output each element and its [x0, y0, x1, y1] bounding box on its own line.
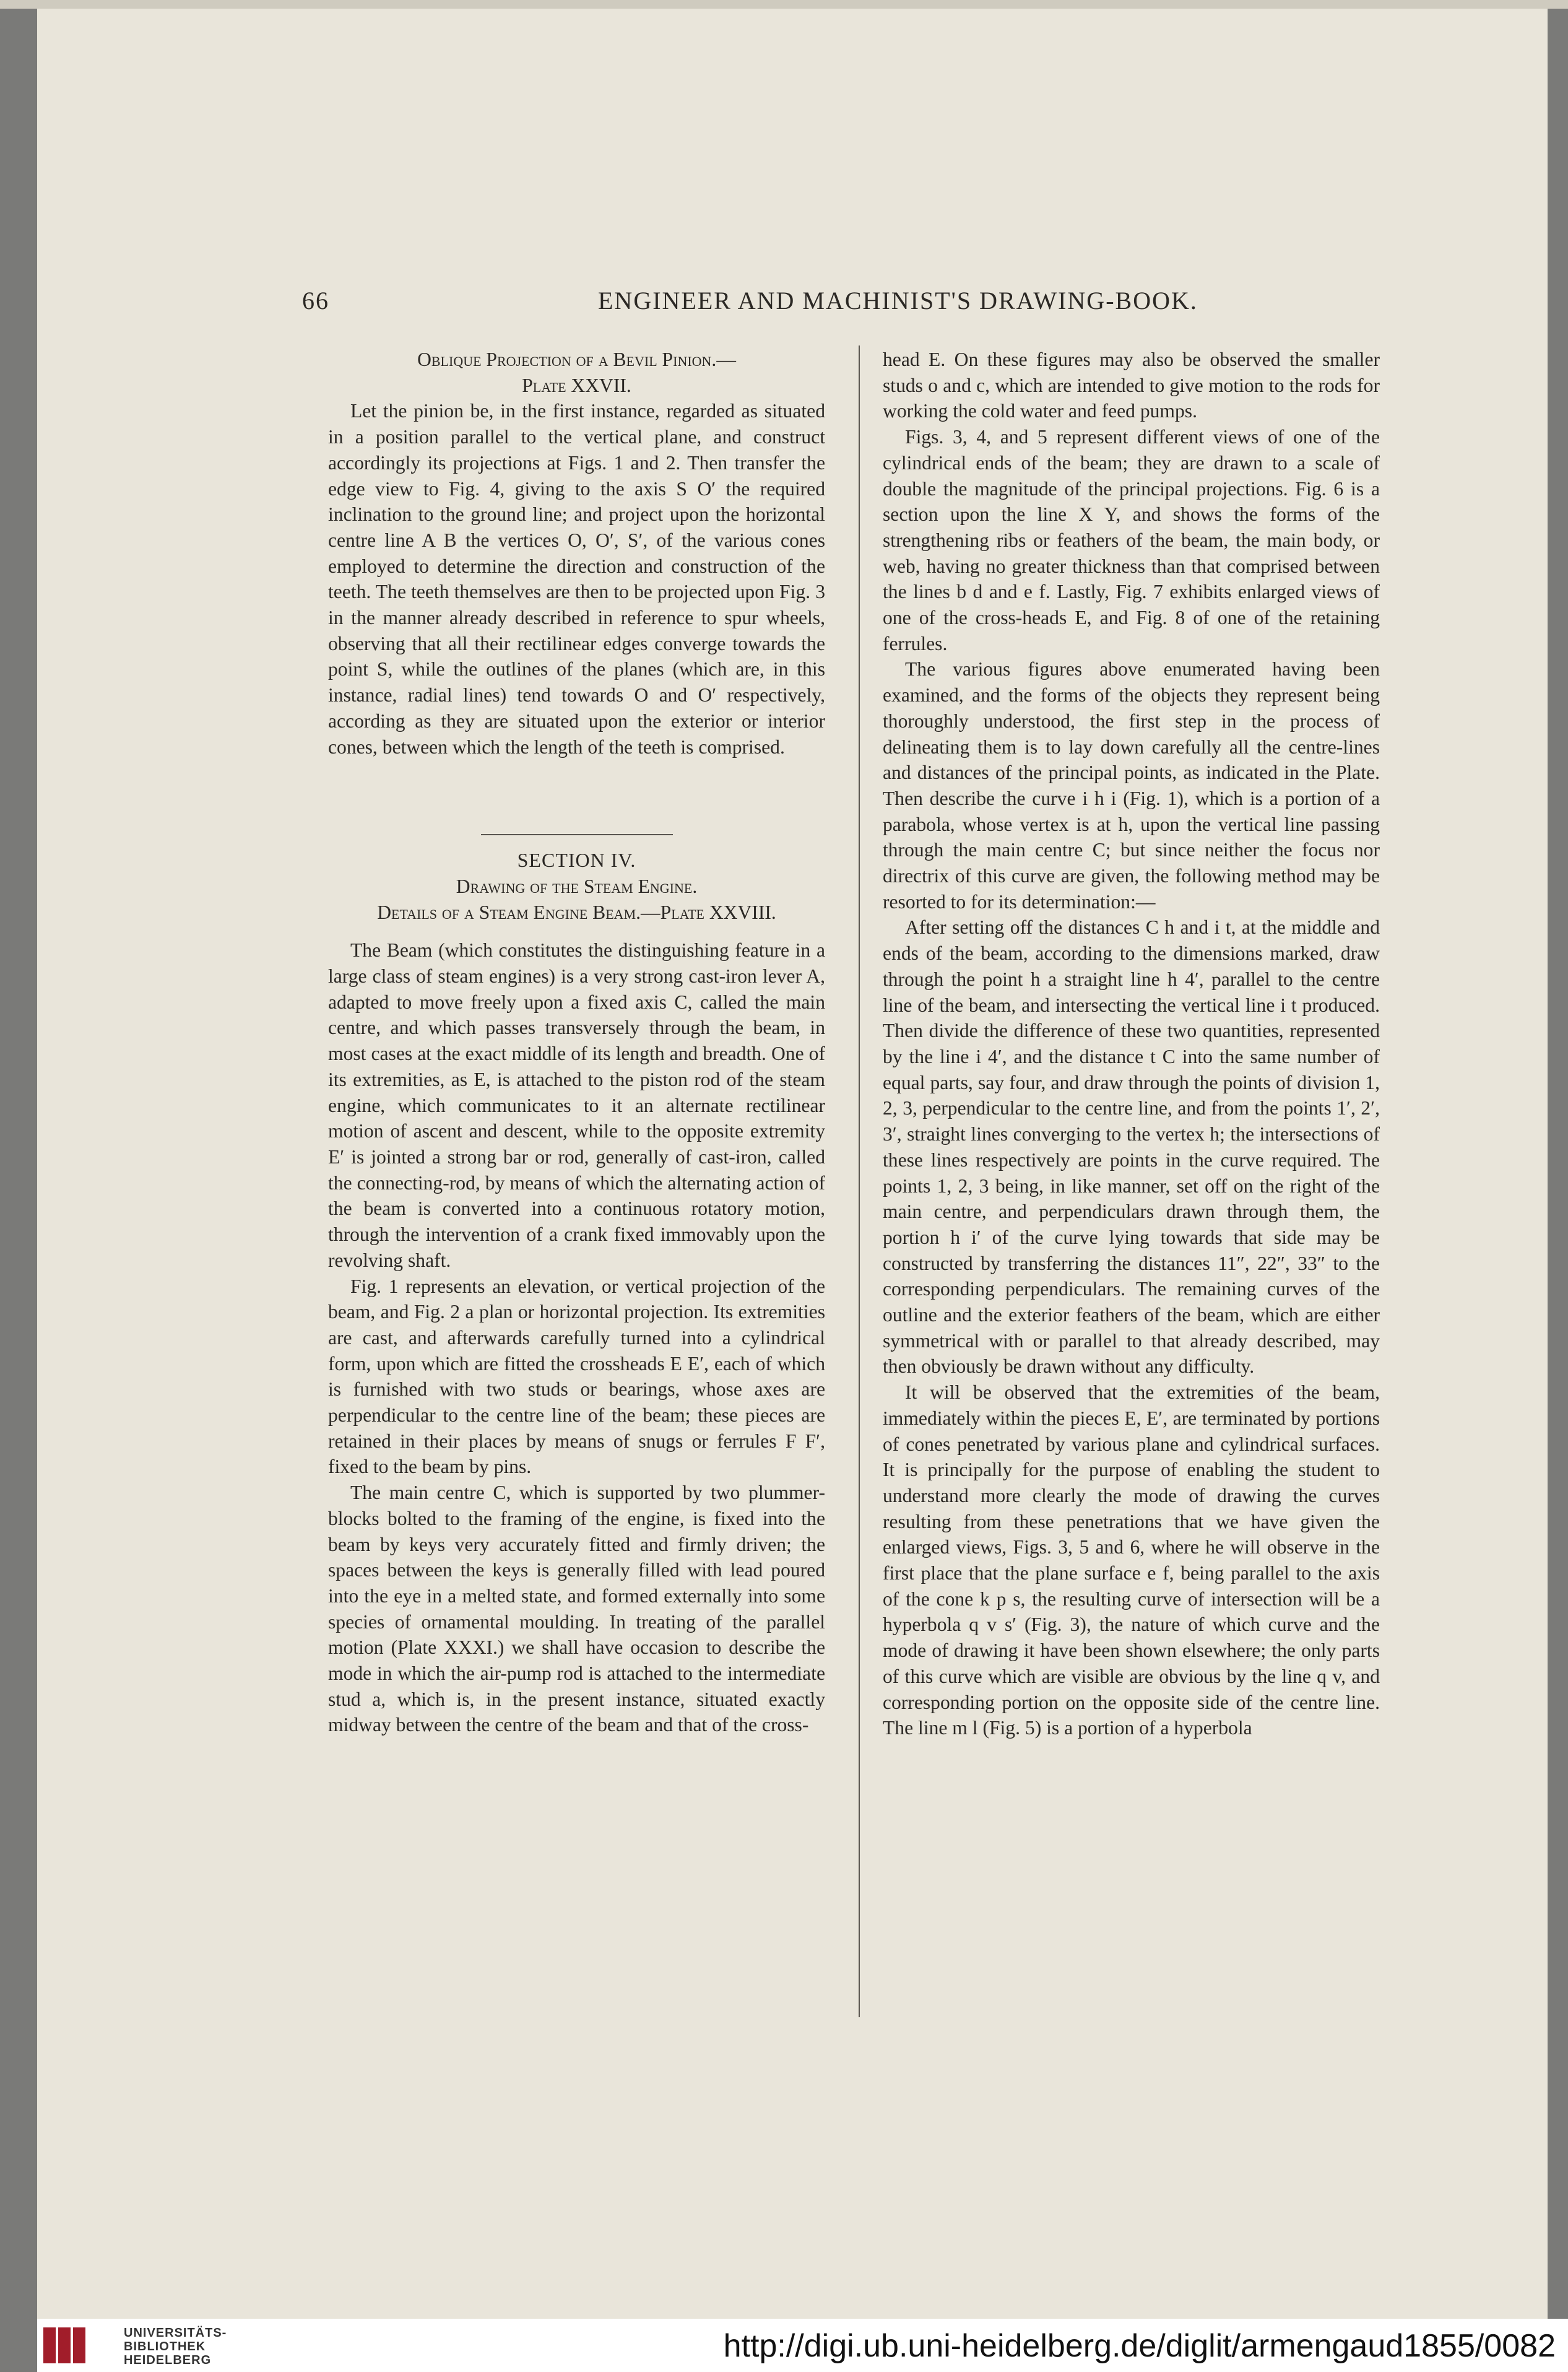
library-name: UNIVERSITÄTS- BIBLIOTHEK HEIDELBERG — [124, 2326, 227, 2367]
paragraph: head E. On these figures may also be observed the smaller studs o and c, which are intended to give motion to the rods for working the cold water and feed pumps. — [883, 349, 1380, 422]
heading-beam: Details of a Steam Engine Beam.—Plate XXVIII. — [377, 901, 776, 923]
page-number: 66 — [302, 287, 329, 315]
heading-plate-xxvii: Plate XXVII. — [522, 374, 631, 396]
paragraph: The various figures above enumerated having been examined, and the forms of the objects they represent being thoroughly understood, the first step in the process of delineating them is to lay down carefully all the centre-lines and distances of the principal points, as indicated in the Plate. Then describe the curve i h i (Fig. 1), which is a portion of a parabola, whose vertex is at h, upon the vertical line passing through the main centre C; but since neither the focus nor directrix of this curve are given, the following method may be resorted to for its determination:— — [883, 658, 1380, 913]
paragraph: Let the pinion be, in the first instance, regarded as situated in a position parallel to the vertical plane, and construct accordingly its projections at Figs. 1 and 2. Then transfer the edge view to Fig. 4, giving to the axis S O′ the required inclination to the ground line; and project upon the horizontal centre line A B the vertices O, O′, S′, of the various cones employed to determine the direction and construction of the teeth. The teeth themselves are then to be projected upon Fig. 3 in the manner already described in reference to spur wheels, observing that all their rectilinear edges converge towards the point S, while the outlines of the planes (which are, in this instance, radial lines) tend towards O and O′ respectively, according as they are situated upon the exterior or interior cones, between which the length of the teeth is comprised. — [328, 400, 825, 758]
library-logo-icon — [43, 2324, 118, 2367]
heading-bevil-pinion: Oblique Projection of a Bevil Pinion.— — [417, 349, 736, 370]
paragraph: The Beam (which constitutes the distinguishing feature in a large class of steam engines) is a very strong cast-iron lever A, adapted to move freely upon a fixed axis C, called the main centre, and which passes transversely through the beam, in most cases at the exact middle of its length and breadth. One of its extremities, as E, is attached to the piston rod of the steam engine, which communicates to it an alternate rectilinear motion of ascent and descent, while to the opposite extremity E′ is jointed a strong bar or rod, generally of cast-iron, called the connecting-rod, by means of which the alternating action of the beam is converted into a continuous rotatory motion, through the intervention of a crank fixed immovably upon the revolving shaft. — [328, 939, 825, 1271]
paragraph: The main centre C, which is supported by two plummer-blocks bolted to the framing of the engine, is fixed into the beam by keys very accurately fitted and firmly driven; the spaces between the keys is generally filled with lead poured into the eye in a melted state, and formed externally into some species of ornamental moulding. In treating of the parallel motion (Plate XXXI.) we shall have occasion to describe the mode in which the air-pump rod is attached to the intermediate stud a, which is, in the present instance, situated exactly midway between the centre of the beam and that of the cross- — [328, 1482, 825, 1736]
running-title: ENGINEER AND MACHINIST'S DRAWING-BOOK. — [598, 287, 1198, 315]
paragraph: Fig. 1 represents an elevation, or vertical projection of the beam, and Fig. 2 a plan or horizontal projection. Its extremities are cast, and afterwards carefully turned into a cylindrical form, upon which are fitted the crossheads E E′, each of which is furnished with two studs or bearings, whose axes are perpendicular to the centre line of the beam; these pieces are retained in their places by means of snugs or ferrules F F′, fixed to the beam by pins. — [328, 1275, 825, 1478]
column-divider — [859, 345, 860, 2017]
page-top-edge — [0, 0, 1568, 9]
left-column — [328, 347, 825, 2068]
paragraph: Figs. 3, 4, and 5 represent different views of one of the cylindrical ends of the beam; they are drawn to a scale of double the magnitude of the principal projections. Fig. 6 is a section upon the line X Y, and shows the forms of the strengthening ribs or feathers of the beam, the main body, or web, having no greater thickness than that comprised between the lines b d and e f. Lastly, Fig. 7 exhibits enlarged views of one of the cross-heads E, and Fig. 8 of one of the retaining ferrules. — [883, 426, 1380, 654]
source-url-link[interactable]: http://digi.ub.uni-heidelberg.de/diglit/armengaud1855/0082 — [723, 2328, 1556, 2364]
running-head — [302, 286, 1300, 323]
section-title: SECTION IV. — [517, 849, 636, 872]
paragraph: It will be observed that the extremities of the beam, immediately within the pieces E, E′, are terminated by portions of cones penetrated by various plane and cylindrical surfaces. It is principally for the purpose of enabling the student to understand more clearly the mode of drawing the curves resulting from these penetrations that we have given the enlarged views, Figs. 3, 5 and 6, where he will observe in the first place that the plane surface e f, being parallel to the axis of the cone k p s, the resulting curve of intersection will be a hyperbola q v s′ (Fig. 3), the nature of which curve and the mode of drawing it have been shown elsewhere; the only parts of this curve which are visible are obvious by the line q v, and corresponding portion on the opposite side of the centre line. The line m l (Fig. 5) is a portion of a hyperbola — [883, 1381, 1380, 1739]
heading-steam-engine: Drawing of the Steam Engine. — [456, 875, 698, 897]
right-column — [883, 347, 1380, 2068]
footer-bar — [37, 2319, 1568, 2372]
paragraph: After setting off the distances C h and i t, at the middle and ends of the beam, according to the dimensions marked, draw through the point h a straight line h 4′, parallel to the centre line of the beam, and intersecting the vertical line i t produced. Then divide the difference of these two quantities, represented by the line i 4′, and the distance t C into the same number of equal parts, say four, and draw through the points of division 1, 2, 3, perpendicular to the centre line, and from the points 1′, 2′, 3′, straight lines converging to the vertex h; the intersections of these lines respectively are points in the curve required. The points 1, 2, 3 being, in like manner, set off on the right of the main centre, and perpendiculars drawn through them, the portion h i′ of the curve lying towards that side may be constructed by transferring the distances 11″, 22″, 33″ to the corresponding perpendiculars. The remaining curves of the outline and the exterior feathers of the beam, which are either symmetrical with or parallel to that already described, may then obviously be drawn without any difficulty. — [883, 916, 1380, 1378]
